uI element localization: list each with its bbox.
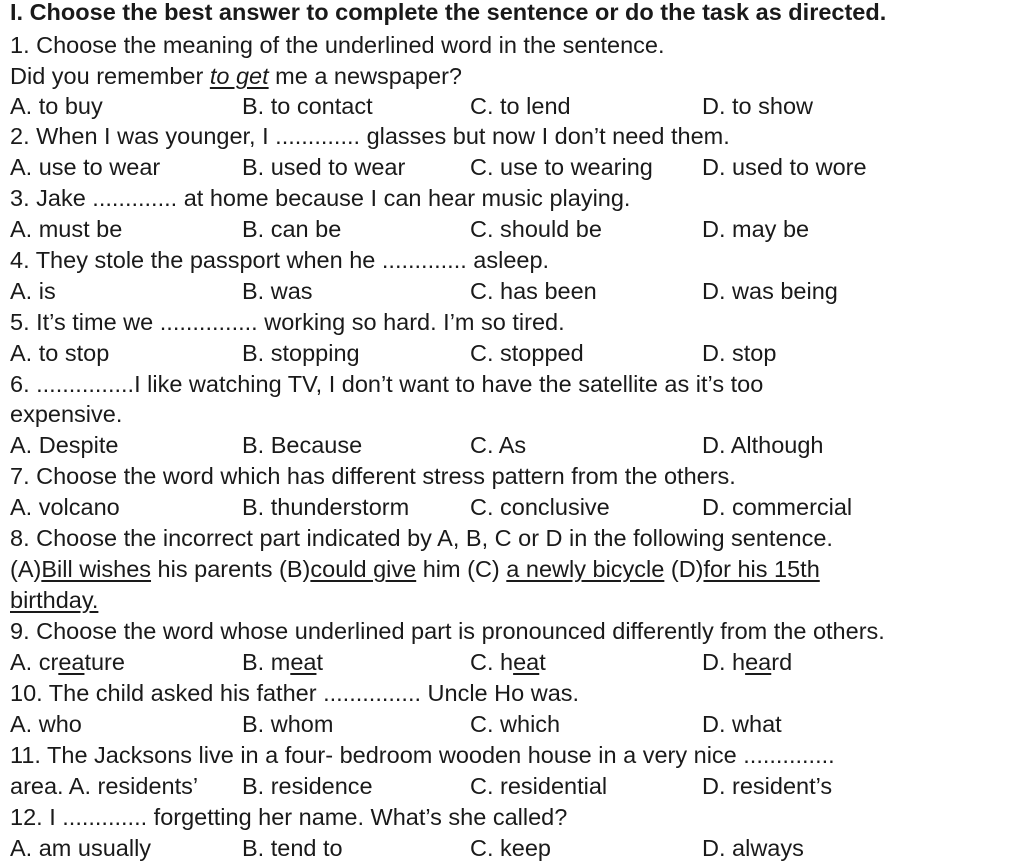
q8-sentence-line2: [10, 585, 98, 615]
q9-options: [0, 647, 1024, 677]
q1-prompt: 1. Choose the meaning of the underlined word in the sentence.: [10, 32, 665, 58]
q5-prompt: 5. It’s time we ............... working so hard. I’m so tired.: [10, 309, 565, 335]
q6-prompt-line2: expensive.: [10, 401, 123, 427]
q9-option-d[interactable]: D. heard: [702, 649, 793, 675]
q3-options: [0, 214, 1024, 244]
q8-part-c-label: (C): [467, 556, 507, 582]
q3-prompt: 3. Jake ............. at home because I can hear music playing.: [10, 185, 631, 211]
q3-option-a[interactable]: A. must be: [10, 216, 123, 242]
q4-option-c[interactable]: C. has been: [470, 278, 597, 304]
q1-sentence-after: me a newspaper?: [268, 63, 462, 89]
q7-option-a[interactable]: A. volcano: [10, 494, 120, 520]
q1-option-a[interactable]: A. to buy: [10, 93, 103, 119]
q12-option-c[interactable]: C. keep: [470, 835, 551, 861]
section-title: I. Choose the best answer to complete the sentence or do the task as directed.: [10, 0, 887, 25]
q3-option-c[interactable]: C. should be: [470, 216, 602, 242]
q8-part-d-cont[interactable]: birthday.: [10, 587, 99, 613]
q5-option-c[interactable]: C. stopped: [470, 340, 584, 366]
q7-option-d[interactable]: D. commercial: [702, 494, 853, 520]
q4-option-b[interactable]: B. was: [242, 278, 313, 304]
q6-option-a[interactable]: A. Despite: [10, 432, 119, 458]
q2-prompt: 2. When I was younger, I ............. glasses but now I don’t need them.: [10, 123, 730, 149]
q6-option-c[interactable]: C. As: [470, 432, 527, 458]
q7-option-b[interactable]: B. thunderstorm: [242, 494, 410, 520]
q1-option-d[interactable]: D. to show: [702, 93, 814, 119]
q1-options: [0, 91, 1024, 121]
q8-part-a-label: (A): [10, 556, 42, 582]
q11-option-b[interactable]: B. residence: [242, 773, 373, 799]
q5-option-b[interactable]: B. stopping: [242, 340, 360, 366]
q1-sentence: [10, 61, 462, 91]
q7-prompt: 7. Choose the word which has different stress pattern from the others.: [10, 463, 736, 489]
q5-options: [0, 338, 1024, 368]
q8-prompt: 8. Choose the incorrect part indicated by A, B, C or D in the following sentence.: [10, 525, 833, 551]
q11-options: [0, 771, 1024, 801]
q9-prompt: 9. Choose the word whose underlined part is pronounced differently from the others.: [10, 618, 885, 644]
q11-prompt: 11. The Jacksons live in a four- bedroom wooden house in a very nice ..............: [10, 742, 835, 768]
q8-text-1: his parents: [151, 556, 280, 582]
q10-option-d[interactable]: D. what: [702, 711, 782, 737]
q3-option-b[interactable]: B. can be: [242, 216, 342, 242]
q1-option-c[interactable]: C. to lend: [470, 93, 571, 119]
q9-option-b[interactable]: B. meat: [242, 649, 323, 675]
q2-option-b[interactable]: B. used to wear: [242, 154, 406, 180]
q8-part-d[interactable]: for his 15th: [703, 556, 820, 582]
q12-option-b[interactable]: B. tend to: [242, 835, 343, 861]
q4-option-a[interactable]: A. is: [10, 278, 56, 304]
q3-option-d[interactable]: D. may be: [702, 216, 810, 242]
q11-option-c[interactable]: C. residential: [470, 773, 608, 799]
q12-options: [0, 833, 1024, 863]
q8-part-d-label: (D): [670, 556, 704, 582]
q2-option-c[interactable]: C. use to wearing: [470, 154, 653, 180]
q10-option-a[interactable]: A. who: [10, 711, 82, 737]
q5-option-d[interactable]: D. stop: [702, 340, 777, 366]
q9-option-c[interactable]: C. heat: [470, 649, 546, 675]
q8-part-c[interactable]: a newly bicycle: [506, 556, 665, 582]
q11-option-d[interactable]: D. resident’s: [702, 773, 833, 799]
q10-option-c[interactable]: C. which: [470, 711, 561, 737]
q6-prompt-line1: 6. ...............I like watching TV, I don’t want to have the satellite as it’s too: [10, 371, 764, 397]
q8-part-b[interactable]: could give: [310, 556, 417, 582]
q5-option-a[interactable]: A. to stop: [10, 340, 110, 366]
q8-text-2: him: [416, 556, 468, 582]
q4-option-d[interactable]: D. was being: [702, 278, 838, 304]
q1-sentence-before: Did you remember: [10, 63, 210, 89]
q11-option-a[interactable]: area. A. residents’: [10, 773, 199, 799]
q2-options: [0, 152, 1024, 182]
q12-prompt: 12. I ............. forgetting her name. What’s she called?: [10, 804, 568, 830]
q10-prompt: 10. The child asked his father ............... Uncle Ho was.: [10, 680, 580, 706]
q12-option-a[interactable]: A. am usually: [10, 835, 152, 861]
q10-options: [0, 709, 1024, 739]
q7-options: [0, 492, 1024, 522]
q6-options: [0, 430, 1024, 460]
q4-prompt: 4. They stole the passport when he ............. asleep.: [10, 247, 550, 273]
q1-underlined-word: to get: [209, 63, 269, 89]
q7-option-c[interactable]: C. conclusive: [470, 494, 610, 520]
q2-option-a[interactable]: A. use to wear: [10, 154, 161, 180]
q2-option-d[interactable]: D. used to wore: [702, 154, 867, 180]
q6-option-b[interactable]: B. Because: [242, 432, 363, 458]
q12-option-d[interactable]: D. always: [702, 835, 804, 861]
q10-option-b[interactable]: B. whom: [242, 711, 334, 737]
q9-option-a[interactable]: A. creature: [10, 649, 125, 675]
q4-options: [0, 276, 1024, 306]
q1-option-b[interactable]: B. to contact: [242, 93, 373, 119]
q8-sentence: [10, 554, 820, 584]
q6-option-d[interactable]: D. Although: [702, 432, 824, 458]
q8-part-a[interactable]: Bill wishes: [41, 556, 152, 582]
q8-part-b-label: (B): [279, 556, 311, 582]
